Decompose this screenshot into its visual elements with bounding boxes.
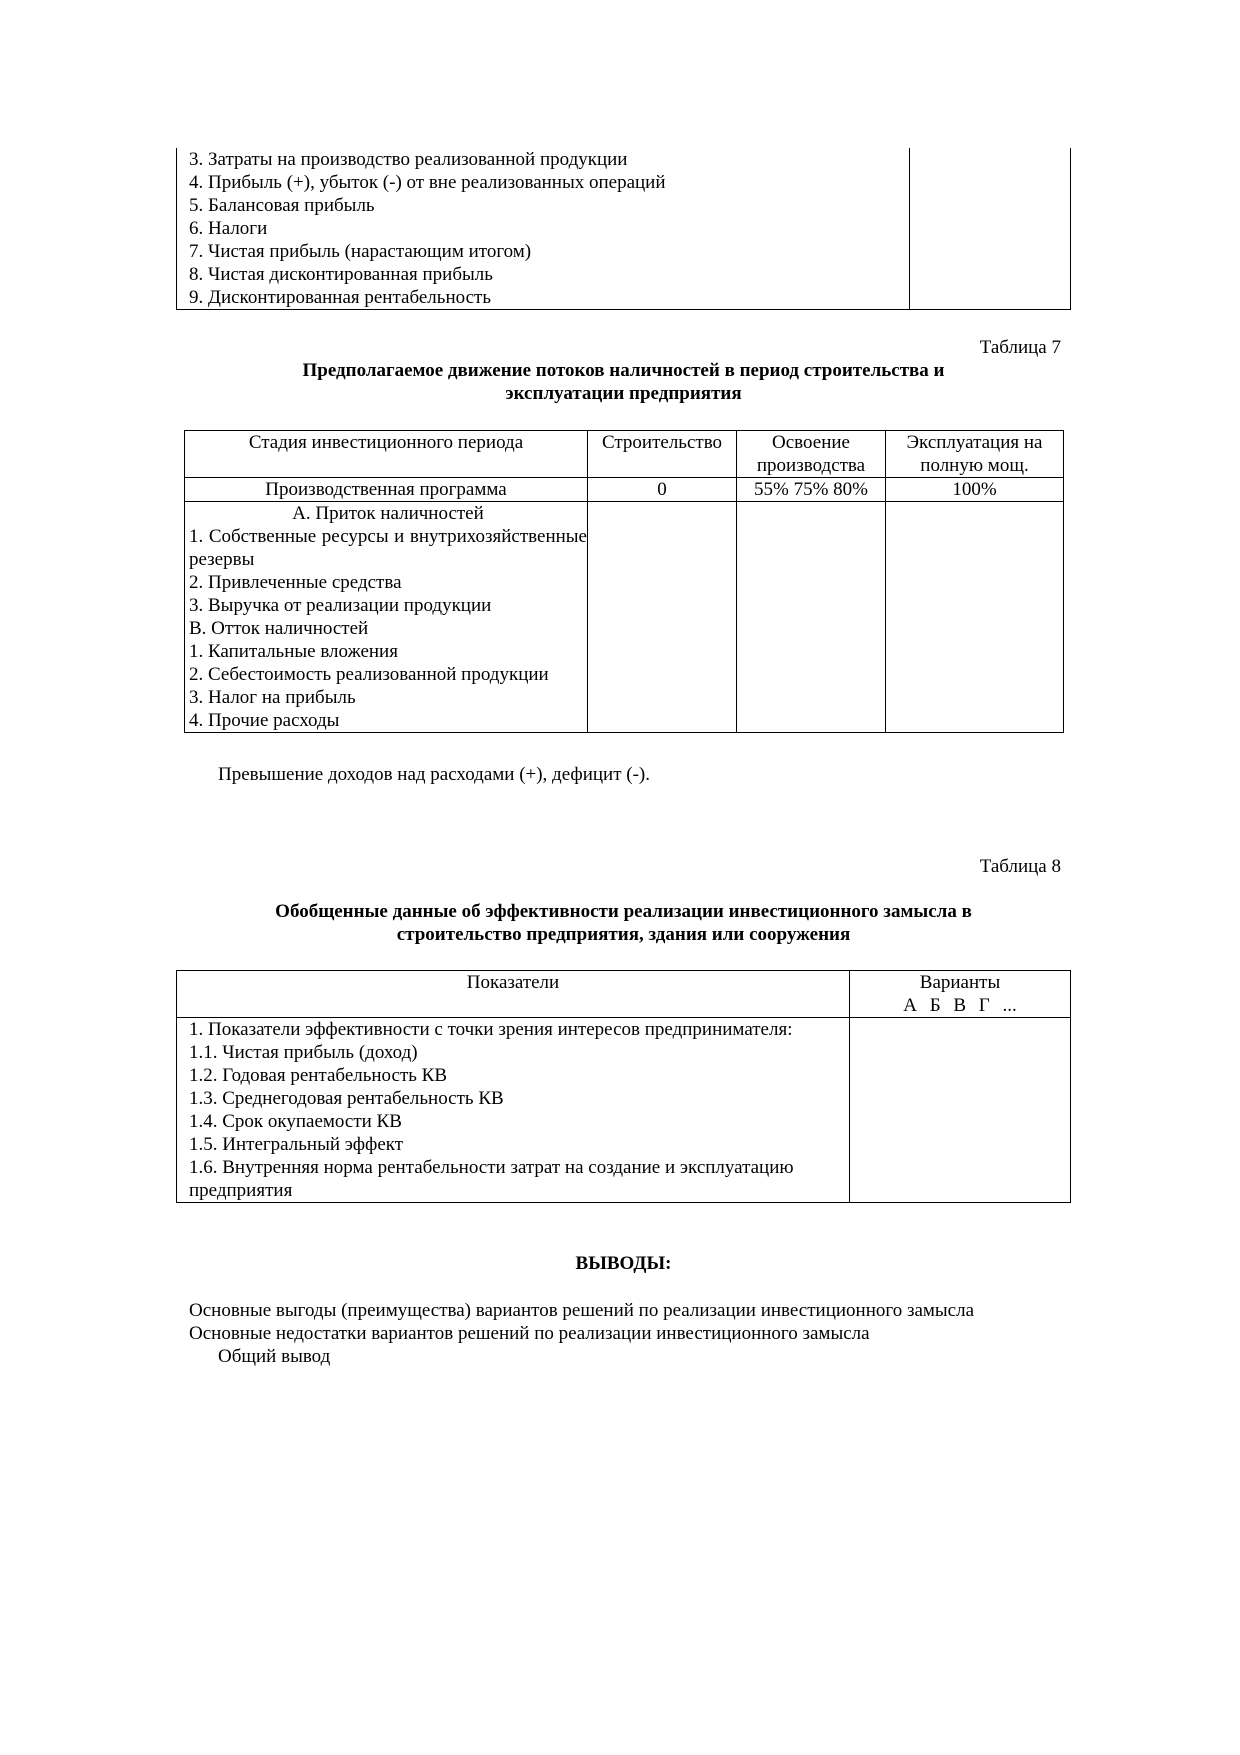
table7 bbox=[184, 430, 1064, 733]
table-header-row bbox=[185, 431, 1064, 478]
header-indicators: Показатели bbox=[177, 971, 850, 1018]
excess-text: Превышение доходов над расходами (+), дефицит (-). bbox=[218, 764, 650, 785]
list-item: 8. Чистая дисконтированная прибыль bbox=[189, 264, 493, 285]
header-stage: Стадия инвестиционного периода bbox=[185, 431, 588, 478]
list-item: 6. Налоги bbox=[189, 218, 268, 239]
table6-continuation bbox=[176, 148, 1071, 310]
table6-indicators-cell bbox=[177, 148, 910, 310]
flows-construction-cell bbox=[588, 502, 737, 733]
conclusions-line3: Общий вывод bbox=[218, 1346, 331, 1367]
list-item: 2. Себестоимость реализованной продукции bbox=[189, 664, 549, 685]
table6-values-cell bbox=[910, 148, 1071, 310]
table-row bbox=[177, 1018, 1071, 1203]
list-item: 1.3. Среднегодовая рентабельность КВ bbox=[189, 1088, 504, 1109]
list-item: 3. Выручка от реализации продукции bbox=[189, 595, 492, 616]
list-item: 4. Прибыль (+), убыток (-) от вне реализованных операций bbox=[189, 172, 666, 193]
list-item: 1. Капитальные вложения bbox=[189, 641, 398, 662]
program-development: 55% 75% 80% bbox=[737, 478, 886, 502]
table8-title-line1: Обобщенные данные об эффективности реализации инвестиционного замысла в bbox=[275, 901, 972, 922]
flows-development-cell bbox=[737, 502, 886, 733]
header-construction: Строительство bbox=[588, 431, 737, 478]
list-item: 1.1. Чистая прибыль (доход) bbox=[189, 1042, 418, 1063]
list-item: 5. Балансовая прибыль bbox=[189, 195, 375, 216]
list-item: 7. Чистая прибыль (нарастающим итогом) bbox=[189, 241, 532, 262]
table-row-program bbox=[185, 478, 1064, 502]
flows-cell bbox=[185, 502, 588, 733]
table7-caption: Таблица 7 bbox=[979, 337, 1061, 358]
list-item: 1.4. Срок окупаемости КВ bbox=[189, 1111, 402, 1132]
conclusions-line1: Основные выгоды (преимущества) вариантов решений по реализации инвестиционного замысла bbox=[189, 1300, 975, 1321]
conclusions-title: ВЫВОДЫ: bbox=[575, 1253, 672, 1274]
program-label: Производственная программа bbox=[185, 478, 588, 502]
table7-title-line1: Предполагаемое движение потоков наличностей в период строительства и bbox=[302, 360, 945, 381]
header-variants-cell bbox=[850, 971, 1071, 1018]
table8-title-line2: строительство предприятия, здания или сооружения bbox=[396, 924, 851, 945]
list-item: 1.6. Внутренняя норма рентабельности затрат на создание и эксплуатацию предприятия bbox=[189, 1157, 794, 1201]
table8 bbox=[176, 970, 1071, 1203]
header-variants: Варианты bbox=[919, 972, 1001, 993]
list-item: 3. Затраты на производство реализованной продукции bbox=[189, 149, 628, 170]
list-item: 1.5. Интегральный эффект bbox=[189, 1134, 404, 1155]
list-item: 3. Налог на прибыль bbox=[189, 687, 356, 708]
variants-letters: А Б В Г ... bbox=[903, 995, 1017, 1016]
flows-operation-cell bbox=[886, 502, 1064, 733]
indicators-cell bbox=[177, 1018, 850, 1203]
program-construction: 0 bbox=[588, 478, 737, 502]
inflow-header: А. Приток наличностей bbox=[292, 503, 484, 524]
list-item: 1. Собственные ресурсы и внутрихозяйственные резервы bbox=[189, 526, 587, 570]
conclusions-line2: Основные недостатки вариантов решений по реализации инвестиционного замысла bbox=[189, 1323, 870, 1344]
table8-caption: Таблица 8 bbox=[979, 856, 1061, 877]
table-row-flows bbox=[185, 502, 1064, 733]
list-item: В. Отток наличностей bbox=[189, 618, 369, 639]
list-item: 9. Дисконтированная рентабельность bbox=[189, 287, 491, 308]
header-operation: Эксплуатация на полную мощ. bbox=[886, 431, 1064, 478]
table-header-row bbox=[177, 971, 1071, 1018]
table7-title-line2: эксплуатации предприятия bbox=[505, 383, 742, 404]
header-development: Освоение производства bbox=[737, 431, 886, 478]
list-item: 2. Привлеченные средства bbox=[189, 572, 402, 593]
list-item: 1. Показатели эффективности с точки зрения интересов предпринимателя: bbox=[189, 1019, 793, 1040]
program-operation: 100% bbox=[886, 478, 1064, 502]
table-row bbox=[177, 148, 1071, 310]
variants-values-cell bbox=[850, 1018, 1071, 1203]
list-item: 4. Прочие расходы bbox=[189, 710, 340, 731]
list-item: 1.2. Годовая рентабельность КВ bbox=[189, 1065, 448, 1086]
